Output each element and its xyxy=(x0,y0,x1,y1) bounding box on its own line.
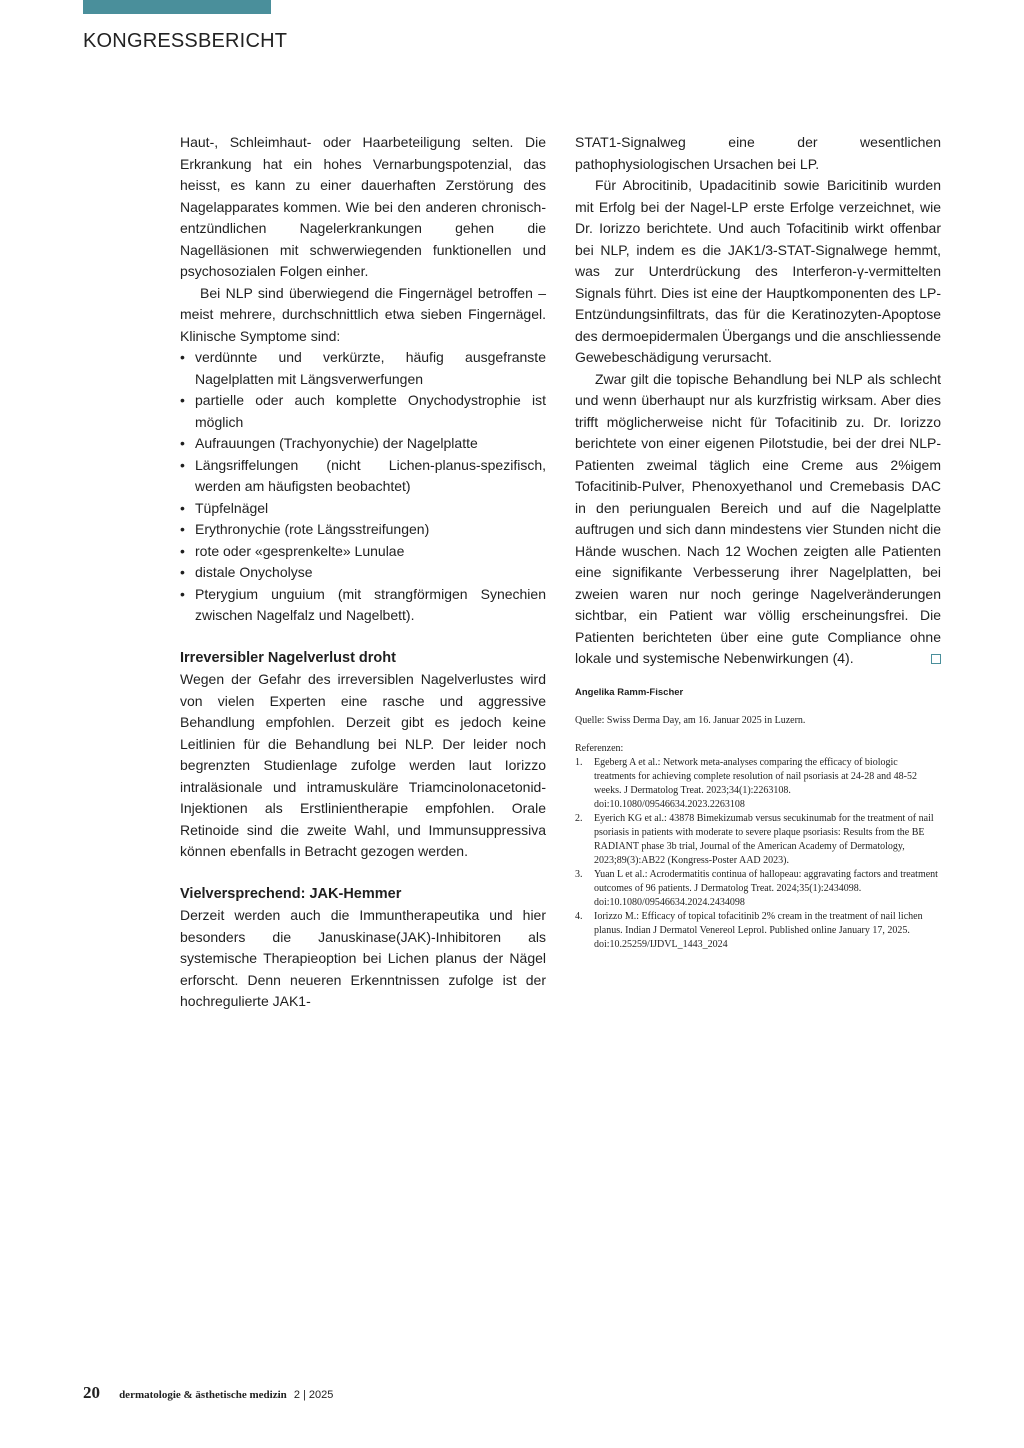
author: Angelika Ramm-Fischer xyxy=(575,686,684,698)
paragraph: Haut-, Schleimhaut- oder Haarbeteiligung selten. Die Erkrankung hat ein hohes Vernarbungspotenzial, das heisst, es kann zu einer dauerhaften Zerstörung des Nagelapparates kommen. Wie bei den anderen chronisch-entzündlichen Nagelerkrankungen gehen die Nagelläsionen mit schwerwiegenden funktionellen und psychosozialen Folgen einher. xyxy=(180,134,546,279)
reference-number: 4. xyxy=(575,910,583,922)
subheading: Vielversprechend: JAK-Hemmer xyxy=(180,885,402,902)
reference-text: Yuan L et al.: Acrodermatitis continua of hallopeau: aggravating factors and treatment outcomes of 96 patients. J Dermatolog Treat. 2024;35(1):2434098. doi:10.1080/09546634.2024.2434098 xyxy=(594,868,938,908)
reference-number: 3. xyxy=(575,868,583,880)
page-number: 20 xyxy=(83,1383,100,1402)
right-column xyxy=(575,132,941,952)
list-item: • Tüpfelnägel xyxy=(180,498,546,520)
subheading: Irreversibler Nagelverlust droht xyxy=(180,649,396,666)
paragraph: Bei NLP sind überwiegend die Fingernägel betroffen – meist mehrere, durchschnittlich etwa sieben Fingernägel. Klinische Symptome sind: xyxy=(180,284,546,344)
reference-item xyxy=(575,910,941,952)
list-item: • Erythronychie (rote Längsstreifungen) xyxy=(180,519,546,541)
journal-title: dermatologie & ästhetische medizin xyxy=(119,1389,287,1401)
list-item: • rote oder «gesprenkelte» Lunulae xyxy=(180,541,546,563)
paragraph: Für Abrocitinib, Upadacitinib sowie Baricitinib wurden mit Erfolg bei der Nagel-LP erste Erfolge verzeichnet, wie Dr. Iorizzo berichtete. Und auch Tofacitinib wirkt offenbar bei NLP, indem es die JAK1/3-STAT-Signalwege hemmt, was zur Unterdrückung des Interferon-γ-vermittelten Signals führt. Dies ist eine der Hauptkomponenten des LP-Entzündungsinfiltrats, das für die Keratinozyten-Apoptose des dermoepidermalen Übergangs und die anschliessende Gewebeschädigung verursacht. xyxy=(575,177,941,365)
paragraph: Wegen der Gefahr des irreversiblen Nagelverlustes wird von vielen Experten eine rasche und aggressive Behandlung empfohlen. Derzeit gibt es jedoch keine Leitlinien für die Behandlung bei NLP. Der leider noch begrenzten Studienlage zufolge werden laut Iorizzo intraläsionale und intramuskuläre Triamcinolonacetonid-Injektionen als Erstlinientherapie empfohlen. Orale Retinoide sind die zweite Wahl, und Immunsuppressiva können ebenfalls in Betracht gezogen werden. xyxy=(180,671,546,859)
reference-number: 1. xyxy=(575,756,583,768)
reference-item xyxy=(575,756,941,812)
list-item: • Pterygium unguium (mit strangförmigen Synechien zwischen Nagelfalz und Nagelbett). xyxy=(180,584,546,627)
reference-text: Egeberg A et al.: Network meta-analyses comparing the efficacy of biologic treatments for achieving complete resolution of nail psoriasis at 24-28 and 48-52 weeks. J Dermatolog Treat. 2023;34(1):2263108. doi:10.1080/09546634.2023.2263108 xyxy=(594,756,917,810)
left-column xyxy=(180,132,546,1013)
list-item: • distale Onycholyse xyxy=(180,562,546,584)
paragraph-text: Zwar gilt die topische Behandlung bei NLP als schlecht und wenn überhaupt nur als kurzfristig wirksam. Aber dies trifft möglicherweise nicht für Tofacitinib zu. Dr. Iorizzo berichtete von einer eigenen Pilotstudie, bei der drei NLP-Patienten zweimal täglich eine Creme aus 2%igem Tofacitinib-Pulver, Phenoxyethanol und Cremebasis DAC in den periungualen Bereich und auf die Nagelplatte auftrugen und sich dann mindestens vier Stunden nicht die Hände wuschen. Nach 12 Wochen zeigten alle Patienten eine signifikante Verbesserung ihrer Nagelplatten, bei zweien waren nur noch geringe Nagelveränderungen sichtbar, ein Patient war völlig erscheinungsfrei. Die Patienten berichteten über eine gute Compliance ohne lokale und systemische Nebenwirkungen (4). xyxy=(575,370,941,666)
header-accent-bar xyxy=(83,0,271,14)
end-of-article-square-icon xyxy=(931,654,941,664)
section-label: KONGRESSBERICHT xyxy=(83,30,288,52)
references-list xyxy=(575,756,941,952)
list-item: • verdünnte und verkürzte, häufig ausgefranste Nagelplatten mit Längsverwerfungen xyxy=(180,347,546,390)
list-item: • Aufrauungen (Trachyonychie) der Nagelplatte xyxy=(180,433,546,455)
list-item: • partielle oder auch komplette Onychodystrophie ist möglich xyxy=(180,390,546,433)
reference-text: Eyerich KG et al.: 43878 Bimekizumab versus secukinumab for the treatment of nail psoriasis in patients with moderate to severe plaque psoriasis: Results from the BE RADIANT phase 3b trial, Journal of the American Academy of Dermatology, 2023;89(3):AB22 (Kongress-Poster AAD 2023). xyxy=(594,812,934,866)
symptom-list xyxy=(180,347,546,627)
paragraph xyxy=(575,369,941,670)
paragraph: STAT1-Signalweg eine der wesentlichen pathophysiologischen Ursachen bei LP. xyxy=(575,134,941,172)
list-item: • Längsriffelungen (nicht Lichen-planus-spezifisch, werden am häufigsten beobachtet) xyxy=(180,455,546,498)
reference-item xyxy=(575,868,941,910)
reference-number: 2. xyxy=(575,812,583,824)
reference-text: Iorizzo M.: Efficacy of topical tofacitinib 2% cream in the treatment of nail lichen planus. Indian J Dermatol Venereol Leprol. Published online January 17, 2025. doi:10.25259/IJDVL_1443_2024 xyxy=(594,910,923,950)
references-title: Referenzen: xyxy=(575,742,624,754)
issue-label: 2 | 2025 xyxy=(293,1389,334,1401)
page-footer xyxy=(83,1383,333,1403)
paragraph: Derzeit werden auch die Immuntherapeutika und hier besonders die Januskinase(JAK)-Inhibitoren als systemische Therapieoption bei Lichen planus der Nägel erforscht. Denn neueren Erkenntnissen zufolge ist der hochregulierte JAK1- xyxy=(180,907,546,1009)
reference-item xyxy=(575,812,941,868)
source-note: Quelle: Swiss Derma Day, am 16. Januar 2025 in Luzern. xyxy=(575,714,806,726)
